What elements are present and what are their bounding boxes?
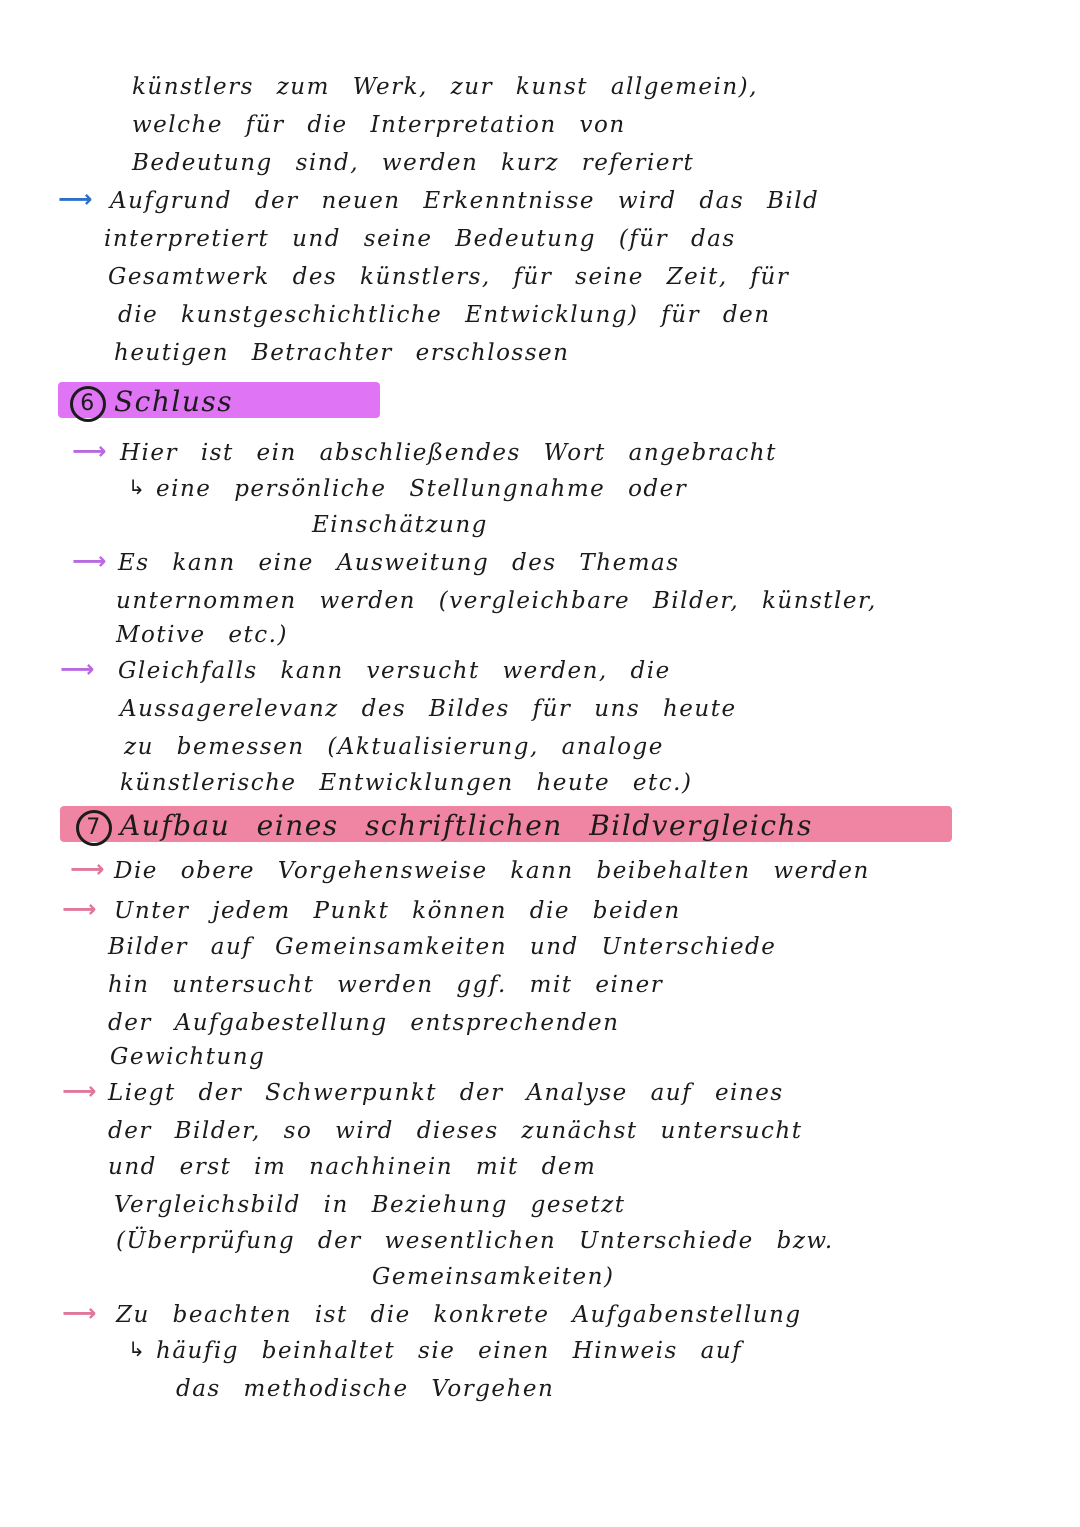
s7-b2-line-1: Unter jedem Punkt können die beiden (114, 898, 681, 924)
s7-b4-line-1: Zu beachten ist die konkrete Aufgabenstellung (116, 1302, 802, 1328)
s7-b2-line-2: Bilder auf Gemeinsamkeiten und Unterschiede (108, 934, 777, 960)
s7-b2-line-4: der Aufgabestellung entsprechenden (108, 1010, 620, 1036)
s6-b2-line-2: unternommen werden (vergleichbare Bilder, künstler, (116, 588, 877, 614)
s7-b2-line-5: Gewichtung (110, 1044, 266, 1070)
s7-b3-line-2: der Bilder, so wird dieses zunächst untersucht (108, 1118, 803, 1144)
arrow-icon: ⟶ (70, 855, 105, 883)
s7-b3-line-6: Gemeinsamkeiten) (372, 1264, 615, 1290)
arrow-icon: ⟶ (72, 547, 107, 575)
section-title: Schluss (114, 385, 234, 418)
s6-b3-line-1: Gleichfalls kann versucht werden, die (118, 658, 671, 684)
intro-bullet-line-1: Aufgrund der neuen Erkenntnisse wird das Bild (110, 188, 820, 214)
intro-line-6: Gesamtwerk des künstlers, für seine Zeit, für (108, 264, 790, 290)
s7-b3-line-1: Liegt der Schwerpunkt der Analyse auf eines (108, 1080, 784, 1106)
intro-line-8: heutigen Betrachter erschlossen (114, 340, 570, 366)
arrow-icon: ⟶ (60, 655, 95, 683)
number-circle-icon: 7 (76, 810, 112, 846)
sub-arrow-icon: ↳ (128, 475, 145, 499)
section-heading-bildvergleich (76, 808, 813, 846)
s6-b3-line-4: künstlerische Entwicklungen heute etc.) (120, 770, 693, 796)
s7-b1: Die obere Vorgehensweise kann beibehalten werden (114, 858, 870, 884)
s7-b3-line-4: Vergleichsbild in Beziehung gesetzt (114, 1192, 626, 1218)
intro-line-1: künstlers zum Werk, zur kunst allgemein), (132, 74, 758, 100)
intro-line-3: Bedeutung sind, werden kurz referiert (132, 150, 695, 176)
intro-line-7: die kunstgeschichtliche Entwicklung) für den (118, 302, 771, 328)
sub-arrow-icon: ↳ (128, 1337, 145, 1361)
section-heading-schluss (70, 384, 233, 422)
s7-b4-sub-2: das methodische Vorgehen (176, 1376, 555, 1402)
s7-b3-line-5: (Überprüfung der wesentlichen Unterschiede bzw. (116, 1228, 834, 1254)
arrow-icon: ⟶ (62, 1077, 97, 1105)
intro-line-5: interpretiert und seine Bedeutung (für das (104, 226, 736, 252)
s6-b3-line-3: zu bemessen (Aktualisierung, analoge (124, 734, 664, 760)
s6-b2-line-3: Motive etc.) (116, 622, 288, 648)
arrow-icon: ⟶ (72, 437, 107, 465)
intro-line-2: welche für die Interpretation von (132, 112, 626, 138)
arrow-icon: ⟶ (62, 1299, 97, 1327)
s6-b2-line-1: Es kann eine Ausweitung des Themas (118, 550, 680, 576)
s6-b3-line-2: Aussagerelevanz des Bildes für uns heute (120, 696, 737, 722)
s7-b4-sub-1: häufig beinhaltet sie einen Hinweis auf (156, 1338, 743, 1364)
s7-b2-line-3: hin untersucht werden ggf. mit einer (108, 972, 664, 998)
s6-b1-line-1: Hier ist ein abschließendes Wort angebracht (120, 440, 777, 466)
s6-b1-sub-2: Einschätzung (312, 512, 488, 538)
s6-b1-sub-1: eine persönliche Stellungnahme oder (156, 476, 688, 502)
section-title: Aufbau eines schriftlichen Bildvergleichs (120, 809, 813, 842)
arrow-icon: ⟶ (62, 895, 97, 923)
number-circle-icon: 6 (70, 386, 106, 422)
arrow-icon: ⟶ (58, 185, 93, 213)
s7-b3-line-3: und erst im nachhinein mit dem (108, 1154, 597, 1180)
